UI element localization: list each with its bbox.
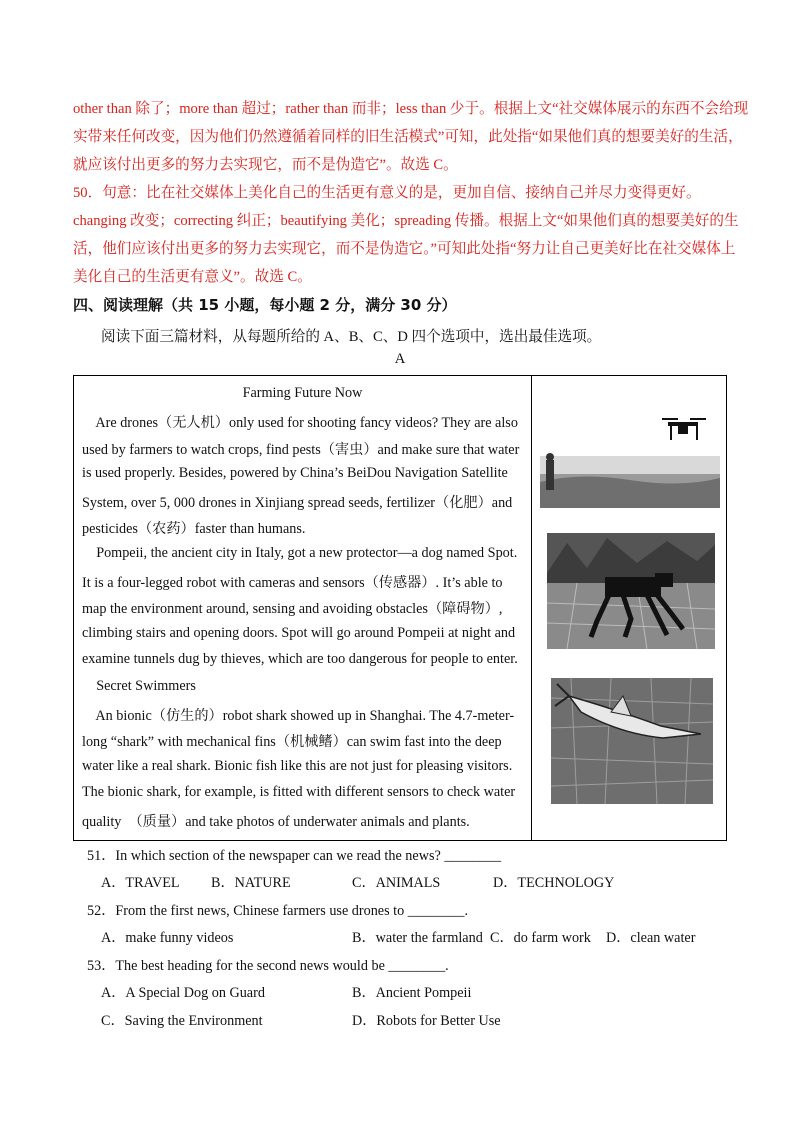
passage-line: An bionic（仿生的）robot shark showed up in Shanghai. The 4.7-meter- <box>82 707 515 724</box>
question-52: 52．From the first news, Chinese farmers use drones to ________. <box>87 903 469 919</box>
drone-farm-image <box>540 412 720 508</box>
passage-line: The bionic shark, for example, is fitted with different sensors to check water <box>82 784 516 801</box>
option-53-d[interactable]: D．Robots for Better Use <box>352 1013 501 1029</box>
option-53-c[interactable]: C．Saving the Environment <box>101 1013 263 1029</box>
robot-dog-image <box>547 533 715 649</box>
question-53: 53．The best heading for the second news would be ________. <box>87 958 449 974</box>
explanation-line: 就应该付出更多的努力去实现它，而不是伪造它”。故选 C。 <box>73 157 458 173</box>
passage-table <box>73 375 727 841</box>
question-51: 51．In which section of the newspaper can we read the news? ________ <box>87 848 502 864</box>
option-51-a[interactable]: A．TRAVEL <box>101 875 180 891</box>
passage-line: Pompeii, the ancient city in Italy, got a new protector—a dog named Spot. <box>82 545 518 561</box>
explanation-line: changing 改变；correcting 纠正；beautifying 美化；spreading 传播。根据上文“如果他们真的想要美好的生 <box>73 213 739 229</box>
passage-line: Are drones（无人机）only used for shooting fancy videos? They are also <box>82 415 518 431</box>
option-52-c[interactable]: C．do farm work <box>490 930 591 946</box>
table-divider <box>531 376 532 840</box>
option-52-a[interactable]: A．make funny videos <box>101 930 234 946</box>
explanation-line: 50．句意：比在社交媒体上美化自己的生活更有意义的是，更加自信、接纳自己并尽力变得更好。 <box>73 185 701 201</box>
section-instruction: 阅读下面三篇材料，从每题所给的 A、B、C、D 四个选项中，选出最佳选项。 <box>101 329 602 345</box>
robot-shark-image <box>551 678 713 804</box>
passage-line: Secret Swimmers <box>82 678 196 694</box>
option-53-a[interactable]: A．A Special Dog on Guard <box>101 985 265 1001</box>
passage-line: climbing stairs and opening doors. Spot will go around Pompeii at night and <box>82 624 516 641</box>
passage-line: water like a real shark. Bionic fish like this are not just for pleasing visitors. <box>82 757 513 774</box>
passage-line: map the environment around, sensing and avoiding obstacles（障碍物）, <box>82 601 503 618</box>
passage-line: is used properly. Besides, powered by China’s BeiDou Navigation Satellite <box>82 465 508 482</box>
option-53-b[interactable]: B．Ancient Pompeii <box>352 985 472 1001</box>
option-51-b[interactable]: B．NATURE <box>211 875 291 891</box>
passage-line: pesticides（农药）faster than humans. <box>82 521 306 538</box>
option-51-d[interactable]: D．TECHNOLOGY <box>493 875 615 891</box>
explanation-line: other than 除了；more than 超过；rather than 而非；less than 少于。根据上文“社交媒体展示的东西不会给现 <box>73 101 749 117</box>
section-heading: 四、阅读理解（共 15 小题，每小题 2 分，满分 30 分） <box>73 296 457 314</box>
explanation-line: 实带来任何改变，因为他们仍然遵循着同样的旧生活模式”可知，此处指“如果他们真的想要美好的生活， <box>73 129 743 145</box>
option-52-d[interactable]: D．clean water <box>606 930 696 946</box>
explanation-line: 美化自己的生活更有意义”。故选 C。 <box>73 269 312 285</box>
option-52-b[interactable]: B．water the farmland <box>352 930 483 946</box>
passage-line: It is a four-legged robot with cameras and sensors（传感器）. It’s able to <box>82 574 503 591</box>
passage-line: examine tunnels dug by thieves, which are too dangerous for people to enter. <box>82 651 518 668</box>
option-51-c[interactable]: C．ANIMALS <box>352 875 441 891</box>
passage-label: A <box>394 351 406 367</box>
explanation-line: 活，他们应该付出更多的努力去实现它，而不是伪造它。”可知此处指“努力让自己更美好比在社交媒体上 <box>73 241 736 257</box>
passage-line: used by farmers to watch crops, find pests（害虫）and make sure that water <box>82 441 520 458</box>
passage-title: Farming Future Now <box>242 385 363 401</box>
passage-line: quality （质量）and take photos of underwater animals and plants. <box>82 814 470 830</box>
passage-line: long “shark” with mechanical fins（机械鳍）can swim fast into the deep <box>82 734 502 751</box>
passage-line: System, over 5, 000 drones in Xinjiang spread seeds, fertilizer（化肥）and <box>82 494 513 511</box>
